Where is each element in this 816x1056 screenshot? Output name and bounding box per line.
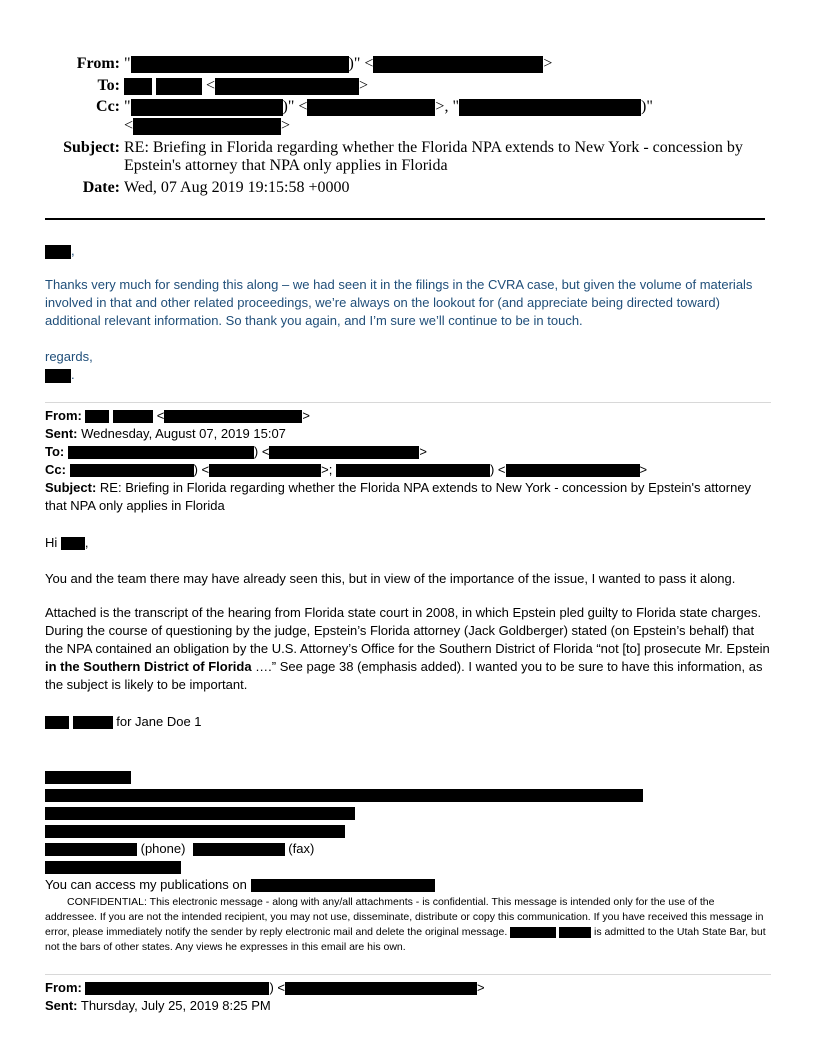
header-subject-line2: Epstein's attorney that NPA only applies in Florida [124,157,448,174]
fwd1-cc: Cc: ) < >; ) < > [45,462,648,477]
redaction [45,843,137,856]
sig-redaction [45,768,131,786]
redaction [124,78,152,95]
redaction [68,446,254,459]
header-subject-label: Subject: [63,139,120,156]
header-date-value: Wed, 07 Aug 2019 19:15:58 +0000 [124,179,350,196]
fwd1-sent: Sent: Wednesday, August 07, 2019 15:07 [45,426,286,441]
redaction [164,410,302,423]
redaction [45,789,643,802]
header-date-label: Date: [82,179,120,196]
redaction [215,78,359,95]
redaction [45,825,345,838]
redaction [131,56,349,73]
fwd1-subject: Subject: RE: Briefing in Florida regarding whether the Florida NPA extends to New York - concession by Epstein's attorney that NPA only applies in Florida [45,480,752,513]
header-cc-label: Cc: [96,98,120,115]
confidential-notice: CONFIDENTIAL: This electronic message - along with any/all attachments - is confidential. This message is intended only for the use of the addressee. If you are not the intended recipient, you may not use, disseminate, distribute or copy this communication. If you have received this message in error, please immediately notify the sender by reply electronic mail and delete the original message. is admitted to the Utah State Bar, but not the bars of other states. Any views he expresses in this email are his own. [45,896,766,953]
fwd1-greeting: Hi , [45,535,89,550]
redaction [559,927,591,938]
redaction [336,464,490,477]
fwd1-para2: Attached is the transcript of the hearing from Florida state court in 2008, in which Epstein pled guilty to Florida state charges. During the course of questioning by the judge, Epstein’s Florida attorney (Jack Goldberger) stated (on Epstein’s behalf) that the NPA contained an obligation by the U.S. Attorney’s Office for the Southern District of Florida “not [to] prosecute Mr. Epstein in the Southern District of Florida ….” See page 38 (emphasis added). I wanted you to be sure to have this information, as the subject is likely to be important. [45,605,770,692]
redaction [45,245,71,259]
redaction [285,982,477,995]
fwd1-to: To: ) < > [45,444,428,459]
fwd2-from: From: ) < > [45,980,485,995]
redaction [506,464,640,477]
fwd1-para1: You and the team there may have already seen this, but in view of the importance of the issue, I wanted to pass it along. [45,571,736,586]
redaction [307,99,435,116]
header-to-label: To: [97,77,120,94]
redaction [113,410,153,423]
redaction [510,927,556,938]
fwd1-signature-name: for Jane Doe 1 [45,713,202,731]
header-subject-line1: RE: Briefing in Florida regarding whether the Florida NPA extends to New York - concession by [124,139,743,156]
redaction [73,716,113,729]
redaction [133,118,281,135]
sig-redaction [45,786,643,804]
reply-greeting: , [45,242,75,260]
sig-redaction [45,822,345,840]
header-from-label: From: [76,55,120,72]
redaction [85,982,269,995]
redaction [45,861,181,874]
redaction [70,464,194,477]
fwd1-from: From: < > [45,408,310,423]
reply-body: Thanks very much for sending this along – we had seen it in the filings in the CVRA case, but given the volume of materials involved in that and other related proceedings, we’re always on the lookout for (and appreciate being directed toward) additional relevant information. So thank you again, and I’m sure we’ll continue to be in touch. [45,277,753,328]
redaction [131,99,283,116]
header-to-value: < > [124,76,368,95]
header-cc-value: " )" < >, " )" [124,98,653,115]
reply-signature: . [45,366,75,384]
redaction [156,78,202,95]
header-divider [45,218,765,220]
redaction [61,537,85,550]
header-from-value: " )" < > [124,55,553,72]
redaction [85,410,109,423]
sig-redaction [45,804,355,822]
sig-redaction [45,858,181,876]
redaction [45,716,69,729]
header-cc-value-cont: < > [124,117,291,134]
redaction [209,464,321,477]
fwd2-sent: Sent: Thursday, July 25, 2019 8:25 PM [45,998,271,1013]
sig-phone-fax: (phone) (fax) [45,840,314,858]
redaction [459,99,641,116]
redaction [45,807,355,820]
redaction [269,446,419,459]
reply-closing: regards, [45,349,93,364]
redaction [251,879,435,892]
message-divider [45,402,771,403]
sig-publications: You can access my publications on [45,876,435,894]
redaction [373,56,543,73]
redaction [193,843,285,856]
redaction [45,369,71,383]
redaction [45,771,131,784]
message-divider [45,974,771,975]
